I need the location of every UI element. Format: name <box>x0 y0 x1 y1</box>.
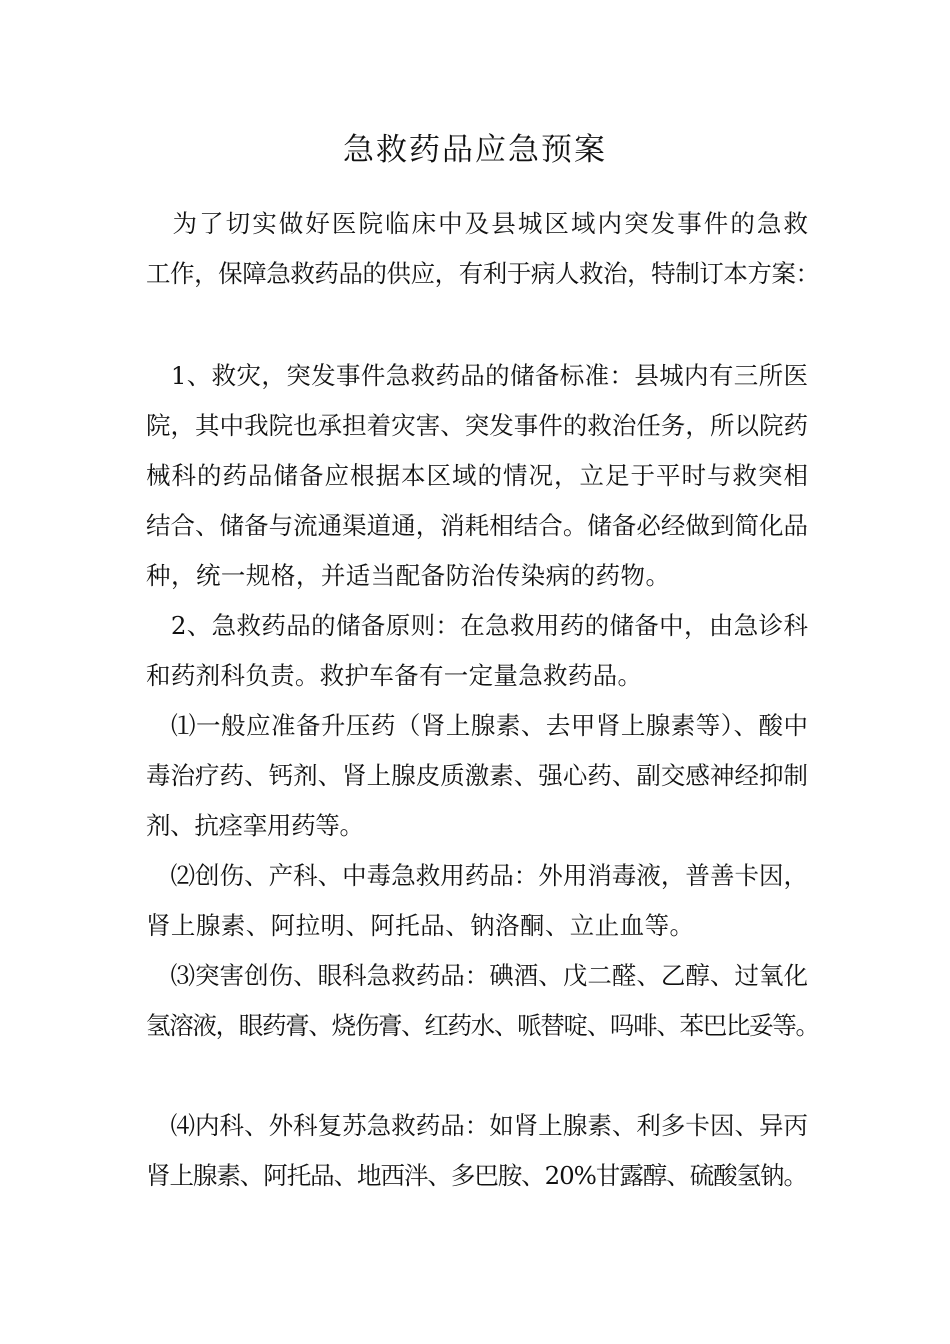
section-1-line-1: 1、救灾，突发事件急救药品的储备标准：县城内有三所医 <box>146 361 809 390</box>
intro-line-2: 工作，保障急救药品的供应，有利于病人救治，特制订本方案： <box>146 259 820 288</box>
item-4-line-2: 肾上腺素、阿托品、地西泮、多巴胺、20%甘露醇、硫酸氢钠。 <box>146 1161 807 1190</box>
section-1-line-3: 械科的药品储备应根据本区域的情况，立足于平时与救突相 <box>146 461 809 490</box>
item-3-line-1: ⑶突害创伤、眼科急救药品：碘酒、戊二醛、乙醇、过氧化 <box>146 961 809 990</box>
section-1-line-2: 院，其中我院也承担着灾害、突发事件的救治任务，所以院药 <box>146 411 809 440</box>
item-1-line-3: 剂、抗痉挛用药等。 <box>146 811 364 840</box>
section-1-line-4: 结合、储备与流通渠道通，消耗相结合。储备必经做到简化品 <box>146 511 809 540</box>
item-1-line-1: ⑴一般应准备升压药（肾上腺素、去甲肾上腺素等）、酸中 <box>146 711 809 740</box>
section-2-line-1: 2、急救药品的储备原则：在急救用药的储备中，由急诊科 <box>146 611 809 640</box>
item-3-line-2: 氢溶液，眼药膏、烧伤膏、红药水、哌替啶、吗啡、苯巴比妥等。 <box>146 1011 819 1040</box>
section-2-line-2: 和药剂科负责。救护车备有一定量急救药品。 <box>146 661 643 690</box>
item-1-line-2: 毒治疗药、钙剂、肾上腺皮质激素、强心药、副交感神经抑制 <box>146 761 809 790</box>
item-2-line-1: ⑵创伤、产科、中毒急救用药品：外用消毒液，普善卡因， <box>146 861 809 890</box>
item-2-line-2: 肾上腺素、阿拉明、阿托品、钠洛酮、立止血等。 <box>146 911 695 940</box>
item-4-line-1: ⑷内科、外科复苏急救药品：如肾上腺素、利多卡因、异丙 <box>146 1111 809 1140</box>
document-title: 急救药品应急预案 <box>343 132 607 168</box>
intro-line-1: 为了切实做好医院临床中及县城区域内突发事件的急救 <box>146 209 811 238</box>
section-1-line-5: 种，统一规格，并适当配备防治传染病的药物。 <box>146 561 671 590</box>
